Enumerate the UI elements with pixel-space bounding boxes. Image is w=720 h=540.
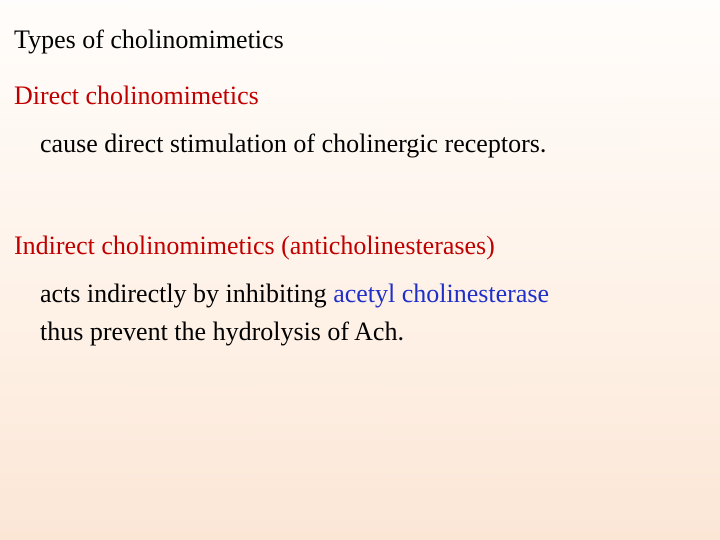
indirect-cholinomimetics-description-line1 [40,278,549,310]
direct-cholinomimetics-description: cause direct stimulation of cholinergic receptors. [40,129,547,158]
indirect-cholinomimetics-heading: Indirect cholinomimetics (anticholinesterases) [14,231,495,260]
direct-cholinomimetics-heading: Direct cholinomimetics [14,81,259,110]
slide-title: Types of cholinomimetics [14,25,284,54]
acetyl-cholinesterase-highlight: acetyl cholinesterase [333,279,550,308]
indirect-description-prefix: acts indirectly by inhibiting [40,279,334,308]
indirect-cholinomimetics-description-line2: thus prevent the hydrolysis of Ach. [40,317,404,346]
